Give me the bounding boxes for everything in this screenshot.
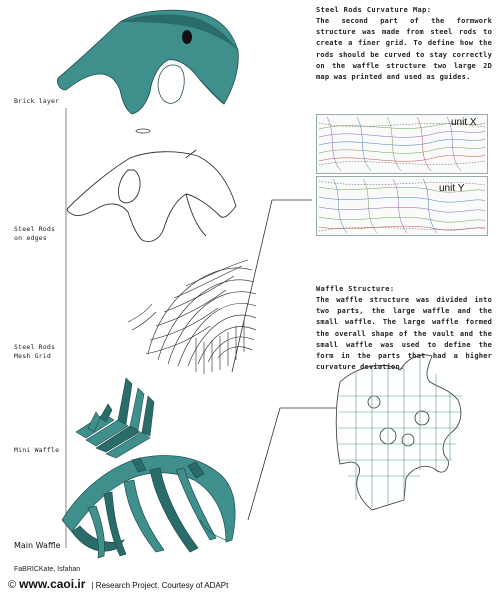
steel-rods-mesh-drawing [128, 260, 256, 374]
curvature-text-block [316, 6, 492, 83]
label-main-waffle: Main Waffle [14, 541, 61, 550]
label-brick-layer: Brick layer [14, 97, 60, 105]
curvature-map-unit-y [316, 176, 488, 236]
mini-waffle-drawing [76, 378, 154, 458]
steel-rods-edges-drawing [67, 150, 236, 242]
waffle-title: Waffle Structure: [316, 285, 395, 293]
waffle-plan-drawing [336, 355, 461, 510]
footer-credit: | Research Project. Courtesy of ADAPt [91, 581, 229, 590]
copyright-icon: © [8, 579, 17, 591]
waffle-text-block [316, 285, 492, 373]
main-waffle-drawing [62, 455, 235, 558]
waffle-body: The waffle structure was divided into two parts, the large waffle and the small waffle. The large waffle formed the overall shape of the vault and the small waffle was used to define the form in the parts that had a higher curvature deviation. [316, 296, 492, 372]
brick-layer-drawing [57, 10, 238, 133]
label-steel-rods-edges-line2: on edges [14, 234, 47, 242]
footer-credit-line [8, 577, 228, 591]
label-steel-rods-mesh-line1: Steel Rods [14, 343, 56, 351]
label-steel-rods-mesh-line2: Mesh Grid [14, 352, 52, 360]
curvature-body: The second part of the formwork structure was made from steel rods to create a finer grid. To define how the rods should be curved to stay correctly on the waffle structure two large 2D map was printed and used as guides. [316, 17, 492, 82]
connector-line-waffle [248, 408, 336, 520]
unit-y-label: unit Y [439, 183, 465, 194]
label-steel-rods-edges-line1: Steel Rods [14, 225, 56, 233]
curvature-map-unit-x [316, 114, 488, 174]
label-mini-waffle: Mini Waffle [14, 446, 60, 454]
curvature-title: Steel Rods Curvature Map: [316, 6, 432, 14]
footer-location: FaBRICKate, Isfahan [14, 566, 81, 573]
unit-x-label: unit X [451, 117, 477, 128]
footer-site-link[interactable]: www.caoi.ir [19, 577, 86, 591]
